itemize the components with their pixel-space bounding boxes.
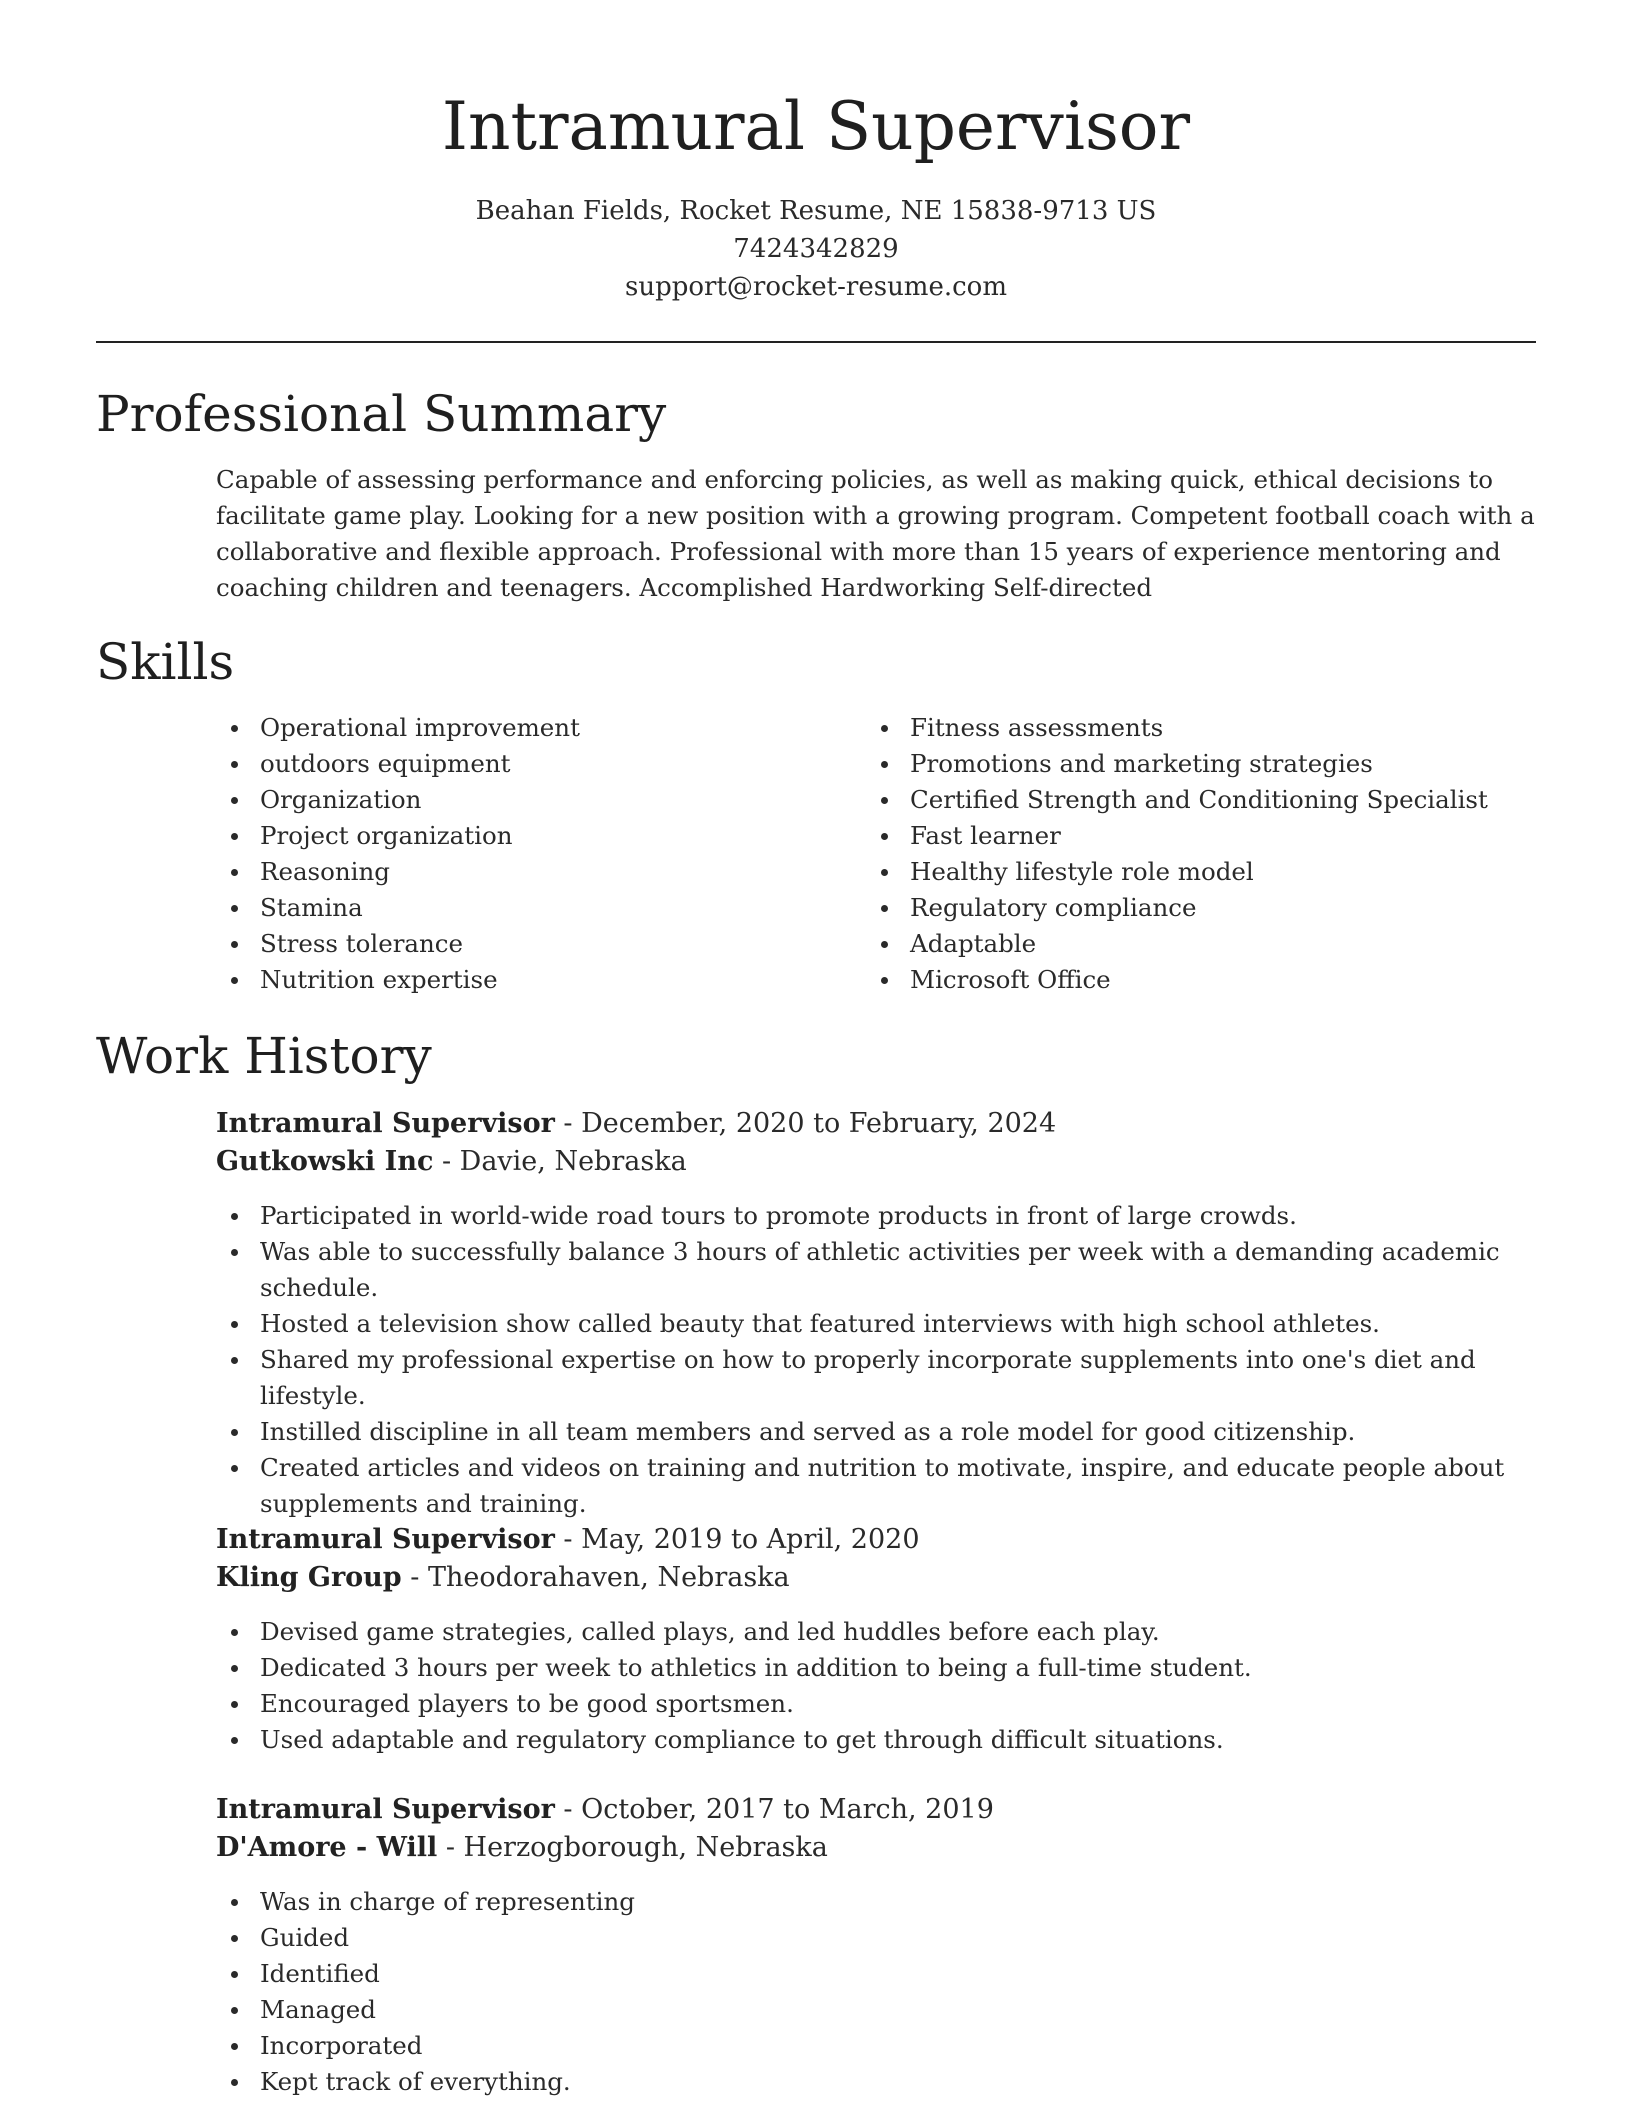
skill-item: Project organization	[216, 818, 856, 854]
job-bullet: Guided	[216, 1920, 1536, 1956]
skill-item: Promotions and marketing strategies	[866, 746, 1536, 782]
job-bullet: Hosted a television show called beauty that featured interviews with high school athletes.	[216, 1306, 1536, 1342]
job-dates: - October, 2017 to March, 2019	[554, 1794, 994, 1825]
candidate-name: Intramural Supervisor	[441, 88, 1191, 165]
job-location: - Theodorahaven, Nebraska	[401, 1562, 790, 1593]
job-bullets	[216, 1198, 1536, 1522]
contact-email: support@rocket-resume.com	[624, 272, 1007, 302]
skill-item: Fast learner	[866, 818, 1536, 854]
summary-text: Capable of assessing performance and enforcing policies, as well as making quick, ethical decisions to facilitate game play. Looking for a new position with a growing program. Competent football coach with a collaborative and flexible approach. Professional with more than 15 years of experience mentoring and coaching children and teenagers. Accomplished Hardworking Self-directed	[216, 465, 1535, 602]
job-title-line	[216, 1521, 920, 1559]
job-bullet: Created articles and videos on training and nutrition to motivate, inspire, and educate people about supplements and training.	[216, 1450, 1536, 1522]
job-bullet: Instilled discipline in all team members and served as a role model for good citizenship.	[216, 1414, 1536, 1450]
skill-item: Certified Strength and Conditioning Specialist	[866, 782, 1536, 818]
job-company: Gutkowski Inc	[216, 1146, 434, 1177]
skill-item: Healthy lifestyle role model	[866, 854, 1536, 890]
job-company-line	[216, 1143, 687, 1181]
job-title: Intramural Supervisor	[216, 1794, 555, 1825]
job-title-line	[216, 1105, 1056, 1143]
job-bullet: Was in charge of representing	[216, 1884, 1536, 1920]
summary-heading: Professional Summary	[96, 385, 667, 443]
job-location: - Davie, Nebraska	[433, 1146, 687, 1177]
job-company: D'Amore - Will	[216, 1832, 438, 1863]
job-title: Intramural Supervisor	[216, 1108, 555, 1139]
skill-item: Stress tolerance	[216, 926, 856, 962]
header-divider	[96, 341, 1536, 343]
job-bullet: Kept track of everything.	[216, 2064, 1536, 2100]
skill-item: Nutrition expertise	[216, 962, 856, 998]
skills-heading: Skills	[96, 633, 235, 691]
job-bullet: Used adaptable and regulatory compliance to get through difficult situations.	[216, 1722, 1536, 1758]
job-company-line	[216, 1559, 790, 1597]
skill-item: Fitness assessments	[866, 710, 1536, 746]
job-title: Intramural Supervisor	[216, 1524, 555, 1555]
work-history-heading: Work History	[96, 1027, 432, 1085]
job-bullets	[216, 1614, 1536, 1758]
skill-item: outdoors equipment	[216, 746, 856, 782]
skill-item: Reasoning	[216, 854, 856, 890]
job-bullet: Managed	[216, 1992, 1536, 2028]
job-bullet: Shared my professional expertise on how to properly incorporate supplements into one's diet and lifestyle.	[216, 1342, 1536, 1414]
job-bullet: Was able to successfully balance 3 hours of athletic activities per week with a demanding academic schedule.	[216, 1234, 1536, 1306]
job-bullet: Devised game strategies, called plays, and led huddles before each play.	[216, 1614, 1536, 1650]
job-dates: - May, 2019 to April, 2020	[554, 1524, 920, 1555]
job-title-line	[216, 1791, 994, 1829]
contact-address: Beahan Fields, Rocket Resume, NE 15838-9713 US	[475, 196, 1157, 226]
skill-item: Regulatory compliance	[866, 890, 1536, 926]
job-bullet: Participated in world-wide road tours to promote products in front of large crowds.	[216, 1198, 1536, 1234]
job-bullet: Identified	[216, 1956, 1536, 1992]
job-bullet: Incorporated	[216, 2028, 1536, 2064]
skill-item: Stamina	[216, 890, 856, 926]
job-bullet: Dedicated 3 hours per week to athletics in addition to being a full-time student.	[216, 1650, 1536, 1686]
skills-list-right	[866, 710, 1536, 998]
job-bullet: Encouraged players to be good sportsmen.	[216, 1686, 1536, 1722]
job-bullets	[216, 1884, 1536, 2100]
job-dates: - December, 2020 to February, 2024	[554, 1108, 1057, 1139]
skill-item: Microsoft Office	[866, 962, 1536, 998]
contact-phone: 7424342829	[733, 234, 899, 264]
skill-item: Adaptable	[866, 926, 1536, 962]
job-company-line	[216, 1829, 828, 1867]
skill-item: Operational improvement	[216, 710, 856, 746]
job-company: Kling Group	[216, 1562, 402, 1593]
skills-list-left	[216, 710, 856, 998]
skill-item: Organization	[216, 782, 856, 818]
job-location: - Herzogborough, Nebraska	[437, 1832, 828, 1863]
